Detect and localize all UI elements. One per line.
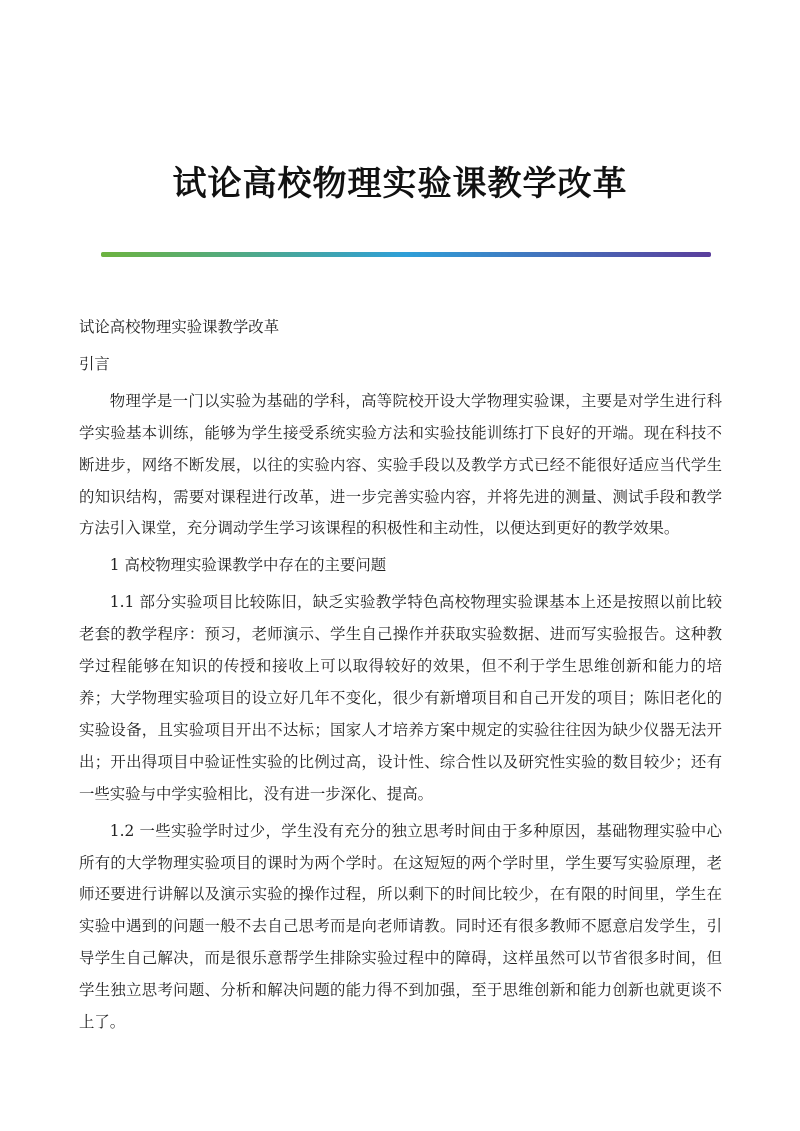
intro-heading: 引言 [79, 354, 110, 373]
document-body [79, 312, 722, 1044]
subtitle: 试论高校物理实验课教学改革 [79, 318, 280, 336]
intro-paragraph: 物理学是一门以实验为基础的学科，高等院校开设大学物理实验课，主要是对学生进行科学实验基本训练，能够为学生接受系统实验方法和实验技能训练打下良好的开端。现在科技不断进步，网络不断发展，以往的实验内容、实验手段以及教学方式已经不能很好适应当代学生的知识结构，需要对课程进行改革，进一步完善实验内容，并将先进的测量、测试手段和教学方法引入课堂，充分调动学生学习该课程的积极性和主动性，以便达到更好的教学效果。 [79, 391, 722, 538]
title-divider [101, 252, 711, 257]
document-title: 试论高校物理实验课教学改革 [172, 164, 628, 204]
section-1-heading: 1 高校物理实验课教学中存在的主要问题 [109, 556, 387, 575]
section-1-1-paragraph: 1.1 部分实验项目比较陈旧，缺乏实验教学特色高校物理实验课基本上还是按照以前比较老套的教学程序：预习，老师演示、学生自己操作并获取实验数据、进而写实验报告。这种教学过程能够在知识的传授和接收上可以取得较好的效果，但不利于学生思维创新和能力的培养；大学物理实验项目的设立好几年不变化，很少有新增项目和自己开发的项目；陈旧老化的实验设备，且实验项目开出不达标；国家人才培养方案中规定的实验往往因为缺少仪器无法开出；开出得项目中验证性实验的比例过高，设计性、综合性以及研究性实验的数目较少；还有一些实验与中学实验相比，没有进一步深化、提高。 [79, 593, 722, 803]
section-1-2-paragraph: 1.2 一些实验学时过少，学生没有充分的独立思考时间由于多种原因，基础物理实验中心所有的大学物理实验项目的课时为两个学时。在这短短的两个学时里，学生要写实验原理，老师还要进行讲解以及演示实验的操作过程，所以剩下的时间比较少，在有限的时间里，学生在实验中遇到的问题一般不去自己思考而是向老师请教。同时还有很多教师不愿意启发学生，引导学生自己解决，而是很乐意帮学生排除实验过程中的障碍，这样虽然可以节省很多时间，但学生独立思考问题、分析和解决问题的能力得不到加强，至于思维创新和能力创新也就更谈不上了。 [79, 821, 722, 1032]
